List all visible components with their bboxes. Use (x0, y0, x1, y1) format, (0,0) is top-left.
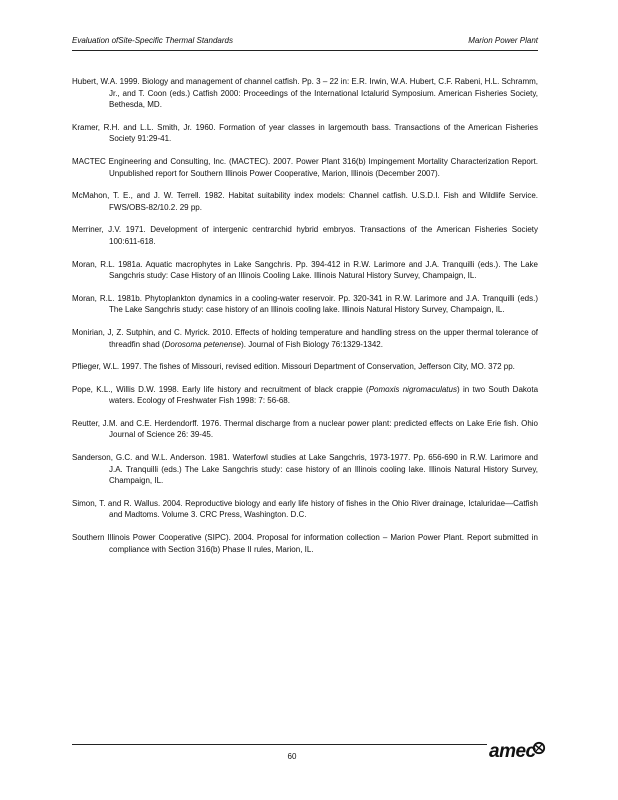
page-number: 60 (287, 752, 297, 761)
species-name: Dorosoma petenense (164, 339, 242, 349)
amec-logo (489, 741, 549, 765)
header-project: Marion Power Plant (468, 36, 538, 45)
reference-entry: Hubert, W.A. 1999. Biology and management of channel catfish. Pp. 3 – 22 in: E.R. Irwin, W.A. Hubert, C.F. Rabeni, H.L. Schramm, Jr., and T. Coon (eds.) Catfish 2000: Proceedings of the International Ictalurid Symposium. American Fisheries Society, Bethesda, MD. (72, 77, 538, 110)
reference-entry: McMahon, T. E., and J. W. Terrell. 1982. Habitat suitability index models: Channel catfish. U.S.D.I. Fish and Wildlife Service. FWS/OBS-82/10.2. 29 pp. (72, 191, 538, 212)
reference-entry: Pflieger, W.L. 1997. The fishes of Missouri, revised edition. Missouri Department of Conservation, Jefferson City, MO. 372 pp. (72, 362, 515, 372)
species-name: Pomoxis nigromaculatus (368, 384, 457, 394)
running-header (72, 36, 538, 51)
reference-entry: Monirian, J, Z. Sutphin, and C. Myrick. 2010. Effects of holding temperature and handling stress on the upper thermal tolerance of threadfin shad (Dorosoma petenense). Journal of Fish Biology 76:1329-1342. (72, 327, 538, 349)
reference-entry: Moran, R.L. 1981b. Phytoplankton dynamics in a cooling-water reservoir. Pp. 320-341 in R.W. Larimore and J.A. Tranquilli (eds.) The Lake Sangchris study: case history of an Illinois cooling lake. Illinois Natural History Survey, Champaign, IL. (72, 293, 538, 315)
reference-entry: Sanderson, G.C. and W.L. Anderson. 1981. Waterfowl studies at Lake Sangchris, 1973-1977. Pp. 656-690 in R.W. Larimore and J.A. Tranquilli (eds.) The Lake Sangchris study: case history of an Illinois cooling lake. Illinois Natural History Survey, Champaign, IL. (72, 453, 538, 486)
reference-entry: Southern Illinois Power Cooperative (SIPC). 2004. Proposal for information collection – Marion Power Plant. Report submitted in compliance with Section 316(b) Phase II rules, Marion, IL. (72, 533, 538, 554)
reference-entry: Simon, T. and R. Wallus. 2004. Reproductive biology and early life history of fishes in the Ohio River drainage, Ictaluridae—Catfish and Madtoms. Volume 3. CRC Press, Washington. D.C. (72, 498, 538, 520)
reference-list (72, 76, 538, 566)
footer-rule (72, 744, 487, 745)
reference-entry: Merriner, J.V. 1971. Development of intergenic centrarchid hybrid embryos. Transactions of the American Fisheries Society 100:611-618. (72, 225, 538, 246)
reference-entry: Reutter, J.M. and C.E. Herdendorff. 1976. Thermal discharge from a nuclear power plant: predicted effects on Lake Erie fish. Ohio Journal of Science 26: 39-45. (72, 418, 538, 440)
reference-entry: Pope, K.L., Willis D.W. 1998. Early life history and recruitment of black crappie (Pomoxis nigromaculatus) in two South Dakota waters. Ecology of Freshwater Fish 1998: 7: 56-68. (72, 384, 539, 406)
header-title: Evaluation ofSite-Specific Thermal Standards (72, 36, 233, 45)
reference-entry: Kramer, R.H. and L.L. Smith, Jr. 1960. Formation of year classes in largemouth bass. Transactions of the American Fisheries Society 91:29-41. (72, 122, 538, 144)
amec-swirl-icon (532, 741, 546, 755)
reference-entry: Moran, R.L. 1981a. Aquatic macrophytes in Lake Sangchris. Pp. 394-412 in R.W. Larimore and J.A. Tranquilli (eds.). The Lake Sangchris study: Case History of an Illinois Cooling Lake. Illinois Natural History Survey, Champaign, IL. (72, 259, 538, 281)
reference-entry: MACTEC Engineering and Consulting, Inc. (MACTEC). 2007. Power Plant 316(b) Impingement Mortality Characterization Report. Unpublished report for Southern Illinois Power Cooperative, Marion, Illinois (December 2007). (72, 156, 538, 178)
logo-wordmark: amec (489, 741, 536, 762)
